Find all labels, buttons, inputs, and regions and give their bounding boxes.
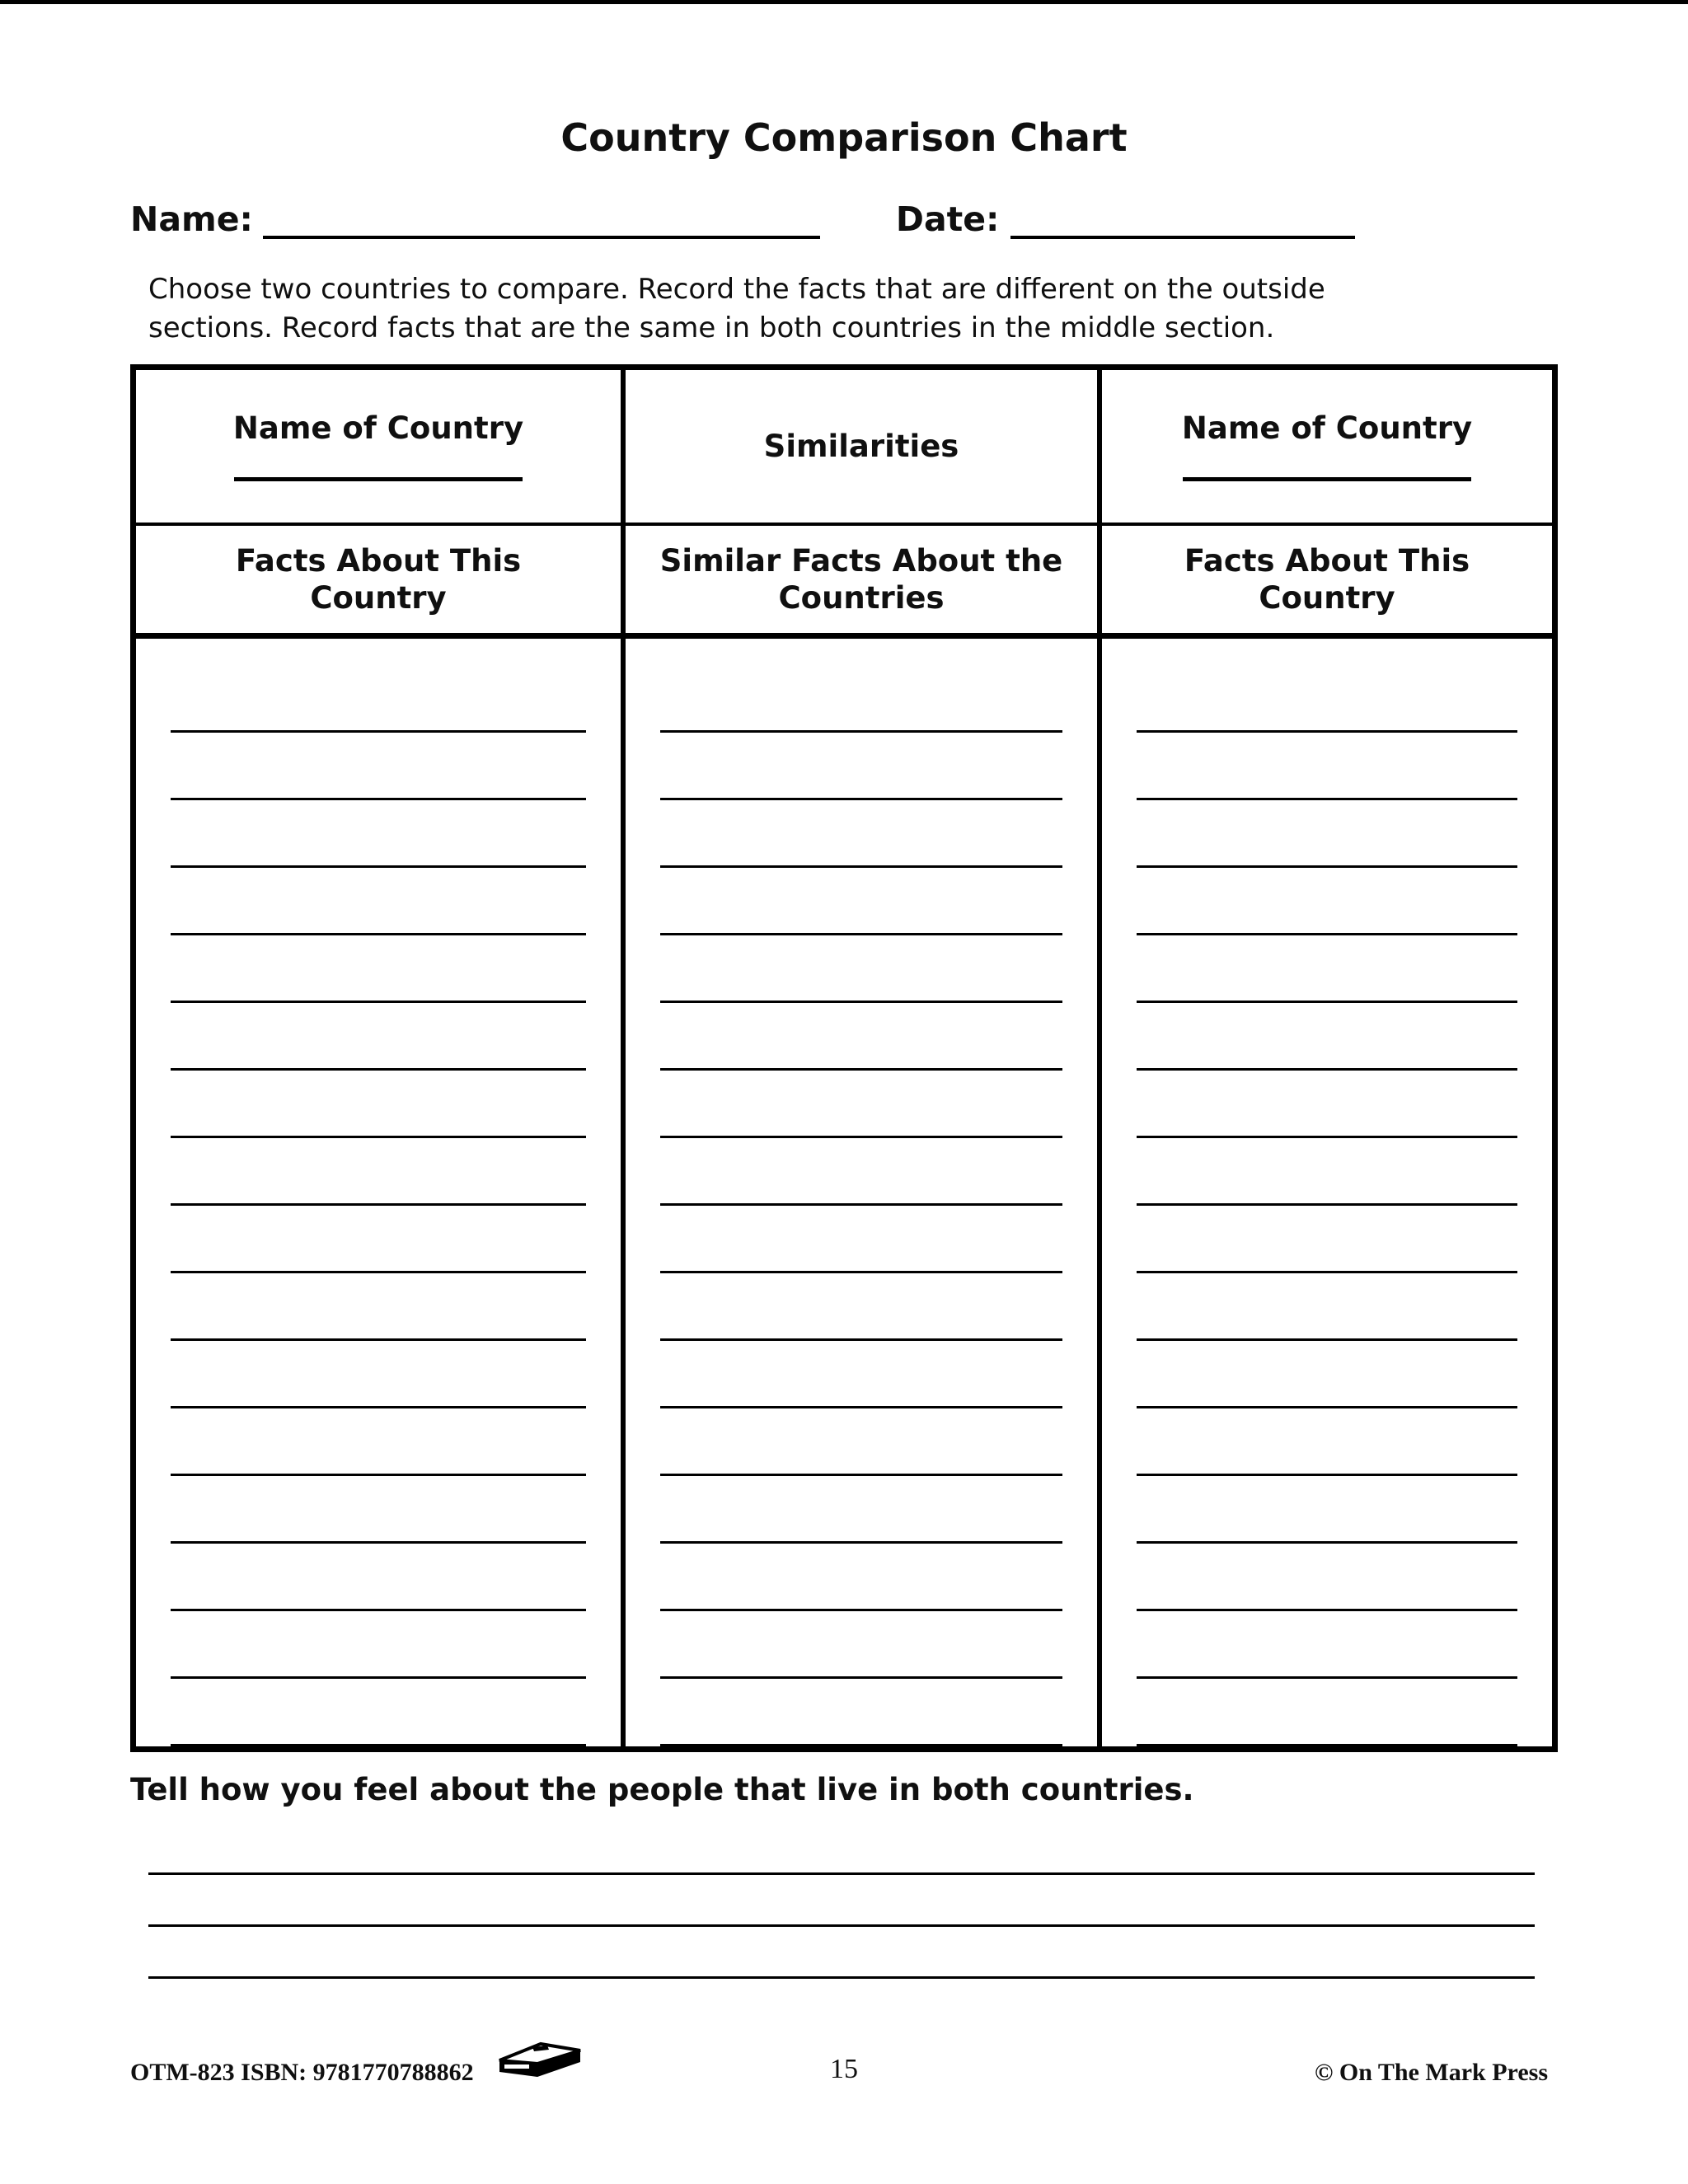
blank-writing-line — [171, 733, 586, 800]
table-subheader-row — [136, 526, 1552, 639]
table-header-row — [136, 370, 1552, 526]
page-top-border — [0, 0, 1688, 4]
blank-writing-line — [1137, 1544, 1517, 1611]
blank-writing-line — [1137, 1679, 1517, 1746]
header-left-country-label: Name of Country — [232, 410, 524, 447]
subheader-left-facts-label: Facts About This Country — [235, 542, 522, 616]
country-name-blank-line-left — [234, 477, 523, 481]
name-blank-line — [263, 196, 820, 239]
footer-isbn: OTM-823 ISBN: 9781770788862 — [130, 2059, 474, 2086]
blank-writing-line — [171, 1679, 586, 1746]
table-body-row — [136, 639, 1552, 1746]
blank-writing-line — [660, 1273, 1062, 1341]
blank-writing-line — [1137, 868, 1517, 935]
facts-column-right — [1097, 639, 1552, 1746]
page-number: 15 — [830, 2054, 858, 2084]
reflection-response-lines — [148, 1823, 1535, 1979]
blank-writing-line — [171, 800, 586, 868]
blank-writing-line — [660, 800, 1062, 868]
blank-writing-line — [171, 935, 586, 1003]
blank-writing-line — [1137, 935, 1517, 1003]
blank-writing-line — [660, 1476, 1062, 1544]
date-label: Date: — [895, 199, 1000, 239]
header-similarities-label: Similarities — [763, 428, 959, 464]
blank-writing-line — [660, 733, 1062, 800]
country-name-blank-line-right — [1183, 477, 1471, 481]
blank-writing-line — [171, 1071, 586, 1138]
header-similarities — [621, 370, 1097, 523]
blank-writing-line — [171, 1408, 586, 1476]
blank-writing-line — [660, 1138, 1062, 1206]
instructions — [148, 270, 1508, 348]
instructions-line-2: sections. Record facts that are the same in both countries in the middle section. — [148, 312, 1275, 344]
blank-writing-line — [171, 1611, 586, 1679]
subheader-similar-facts-label: Similar Facts About the Countries — [659, 542, 1063, 616]
blank-writing-line — [660, 1003, 1062, 1071]
name-label: Name: — [130, 199, 253, 239]
subheader-right-facts-label: Facts About This Country — [1184, 542, 1470, 616]
blank-writing-line — [1137, 800, 1517, 868]
blank-writing-line — [660, 1071, 1062, 1138]
page-title: Country Comparison Chart — [560, 115, 1128, 160]
blank-writing-line — [171, 665, 586, 733]
subheader-left-facts — [136, 526, 621, 633]
blank-writing-line — [660, 1611, 1062, 1679]
header-right-country — [1097, 370, 1552, 523]
blank-writing-line — [1137, 1206, 1517, 1273]
blank-writing-line — [660, 665, 1062, 733]
blank-writing-line — [171, 1206, 586, 1273]
blank-writing-line — [148, 1875, 1535, 1927]
subheader-right-facts — [1097, 526, 1552, 633]
blank-writing-line — [171, 868, 586, 935]
instructions-line-1: Choose two countries to compare. Record the facts that are different on the outside — [148, 273, 1325, 306]
blank-writing-line — [1137, 1003, 1517, 1071]
blank-writing-line — [171, 1273, 586, 1341]
date-blank-line — [1010, 196, 1355, 239]
subheader-similar-facts — [621, 526, 1097, 633]
reflection-prompt: Tell how you feel about the people that live in both countries. — [130, 1772, 1194, 1807]
blank-writing-line — [171, 1544, 586, 1611]
blank-writing-line — [1137, 1476, 1517, 1544]
blank-writing-line — [1137, 665, 1517, 733]
comparison-table — [130, 364, 1558, 1752]
blank-writing-line — [660, 935, 1062, 1003]
blank-writing-line — [660, 1544, 1062, 1611]
header-left-country — [136, 370, 621, 523]
name-date-row — [130, 196, 1558, 239]
facts-column-left — [136, 639, 621, 1746]
blank-writing-line — [1137, 733, 1517, 800]
blank-writing-line — [171, 1138, 586, 1206]
blank-writing-line — [1137, 1408, 1517, 1476]
blank-writing-line — [660, 1408, 1062, 1476]
blank-writing-line — [660, 1206, 1062, 1273]
blank-writing-line — [171, 1341, 586, 1408]
blank-writing-line — [1137, 1138, 1517, 1206]
blank-writing-line — [171, 1476, 586, 1544]
footer-publisher: © On The Mark Press — [1315, 2059, 1548, 2086]
blank-writing-line — [1137, 1071, 1517, 1138]
blank-writing-line — [1137, 1273, 1517, 1341]
blank-writing-line — [1137, 1611, 1517, 1679]
blank-writing-line — [148, 1927, 1535, 1979]
blank-writing-line — [171, 1003, 586, 1071]
blank-writing-line — [148, 1823, 1535, 1875]
blank-writing-line — [1137, 1341, 1517, 1408]
blank-writing-line — [660, 1679, 1062, 1746]
facts-column-middle — [621, 639, 1097, 1746]
blank-writing-line — [660, 868, 1062, 935]
header-right-country-label: Name of Country — [1181, 410, 1473, 447]
blank-writing-line — [660, 1341, 1062, 1408]
